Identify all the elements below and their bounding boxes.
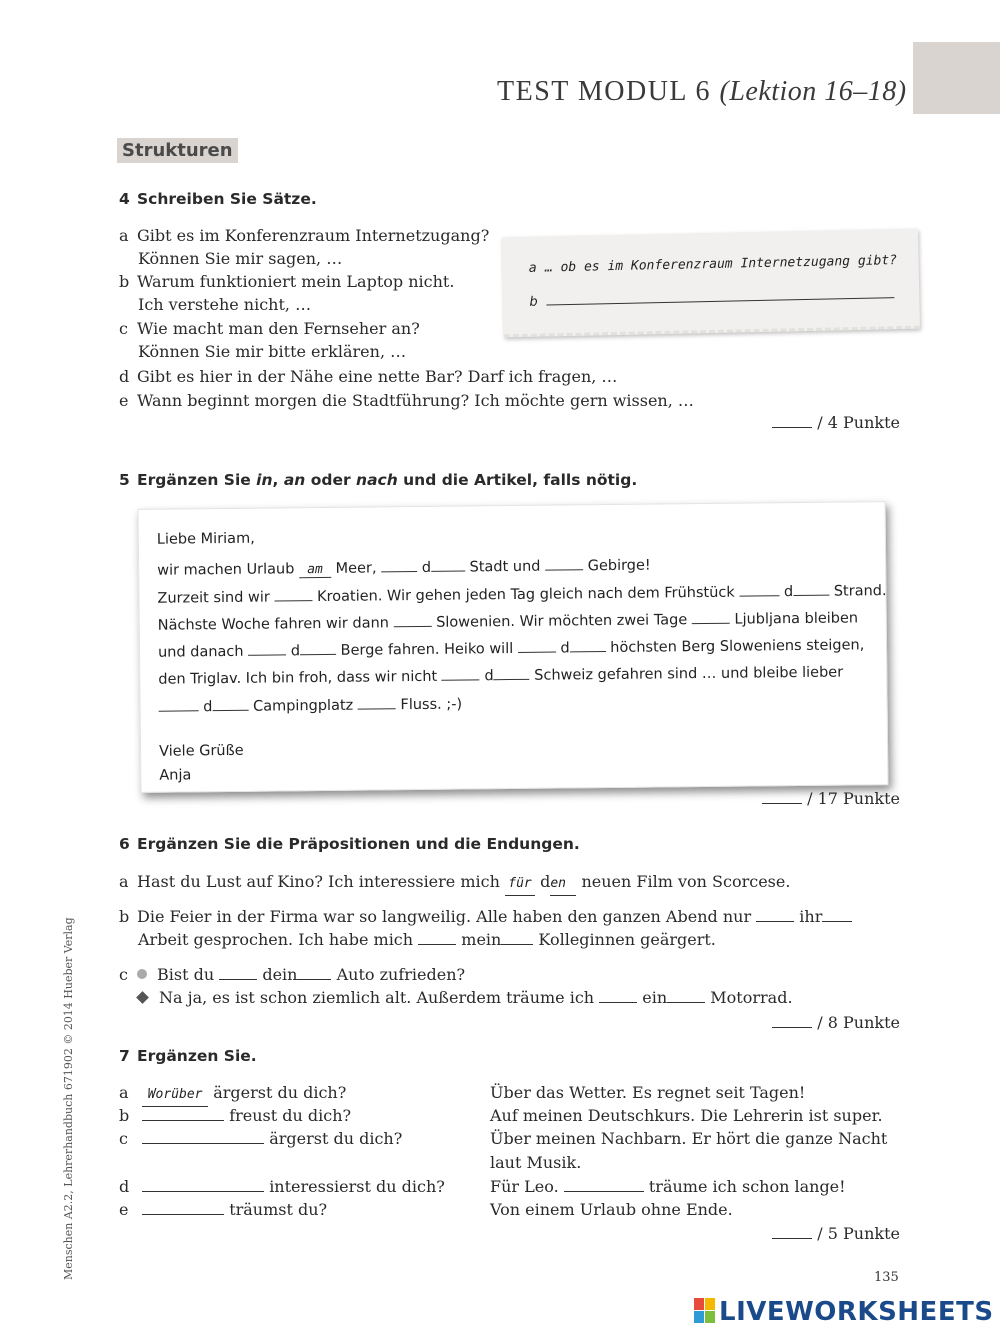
ex6-item-c-line2: Na ja, es ist schon ziemlich alt. Außerdem träume ich ein Motorrad. (119, 987, 793, 1009)
speaker-b-icon (136, 991, 149, 1004)
ex4-item-e: e Wann beginnt morgen die Stadtführung? Ich möchte gern wissen, … (119, 391, 694, 410)
letter-signature: Anja (159, 767, 192, 784)
ex7-answer-c: Über meinen Nachbarn. Er hört die ganze Nacht (490, 1129, 888, 1148)
speaker-a-icon (137, 969, 147, 979)
ex7-input-d2[interactable] (564, 1176, 644, 1192)
exercise-7-heading: 7 Ergänzen Sie. (119, 1047, 257, 1065)
ex7-input-c[interactable] (142, 1128, 264, 1144)
points-input[interactable] (762, 788, 802, 804)
ex6-item-a: a Hast du Lust auf Kino? Ich interessiere mich für den neuen Film von Scorcese. (119, 871, 790, 896)
ex7-row-e: e träumst du? (119, 1200, 328, 1219)
ex4-item-c-line2: Können Sie mir bitte erklären, … (138, 342, 407, 361)
letter-line-3: Nächste Woche fahren wir dann Slowenien. Wir möchten zwei Tage Ljubljana bleiben (158, 606, 859, 633)
answer-input-b[interactable] (546, 282, 894, 305)
ex4-item-a-line2: Können Sie mir sagen, … (138, 249, 343, 268)
letter-line-6: d Campingplatz Fluss. ;-) (158, 693, 462, 716)
answer-card (502, 229, 920, 338)
ex4-item-a: a Gibt es im Konferenzraum Internetzugang? (119, 226, 490, 245)
ex7-row-c: c ärgerst du dich? (119, 1129, 403, 1148)
letter-line-2: Zurzeit sind wir Kroatien. Wir gehen jeden Tag gleich nach dem Frühstück d Strand. (157, 579, 886, 607)
points-input[interactable] (772, 412, 812, 428)
ex7-answer-d: Für Leo. träume ich schon lange! (490, 1177, 846, 1196)
page-title: TEST MODUL 6 (Lektion 16–18) (497, 76, 907, 107)
letter-box (138, 501, 889, 793)
exercise-6-heading: 6 Ergänzen Sie die Präpositionen und die Endungen. (119, 835, 580, 853)
ex7-answer-c-line2: laut Musik. (490, 1153, 582, 1172)
ex4-item-d: d Gibt es hier in der Nähe eine nette Bar? Darf ich fragen, … (119, 367, 618, 386)
ex6-item-c: c Bist du dein Auto zufrieden? (119, 965, 466, 984)
ex7-input-b[interactable] (142, 1105, 224, 1121)
ex7-row-a: a Worüber ärgerst du dich? (119, 1082, 346, 1107)
points-input[interactable] (772, 1223, 812, 1239)
letter-line-5: den Triglav. Ich bin froh, dass wir nicht d Schweiz gefahren sind … und bleibe lieber (158, 664, 844, 688)
ex7-input-d[interactable] (142, 1176, 264, 1192)
ex6-item-b-line2: Arbeit gesprochen. Ich habe mich mein Kolleginnen geärgert. (138, 930, 716, 949)
ex7-input-e[interactable] (142, 1199, 224, 1215)
liveworksheets-logo[interactable]: LIVEWORKSHEETS (694, 1297, 994, 1327)
answer-row-a: a … ob es im Konferenzraum Internetzugang gibt? (528, 253, 898, 276)
letter-line-4: und danach d Berge fahren. Heiko will d höchsten Berg Sloweniens steigen, (157, 637, 865, 661)
liveworksheets-icon (694, 1298, 716, 1324)
corner-tab (913, 42, 1000, 114)
ex7-row-b: b freust du dich? (119, 1106, 352, 1125)
ex7-answer-b: Auf meinen Deutschkurs. Die Lehrerin ist super. (490, 1106, 883, 1125)
ex7-answer-a: Über das Wetter. Es regnet seit Tagen! (490, 1083, 806, 1102)
points-input[interactable] (772, 1012, 812, 1028)
answer-row-b: b (529, 282, 894, 310)
ex5-points: / 17 Punkte (740, 788, 900, 808)
copyright-credit: Menschen A2.2, Lehrerhandbuch 671902 © 2014 Hueber Verlag (62, 917, 75, 1280)
ex6-item-b: b Die Feier in der Firma war so langweilig. Alle haben den ganzen Abend nur ihr (119, 906, 852, 928)
ex7-answer-e: Von einem Urlaub ohne Ende. (490, 1200, 733, 1219)
exercise-4-heading: 4 Schreiben Sie Sätze. (119, 190, 317, 208)
ex6-points: / 8 Punkte (740, 1012, 900, 1032)
exercise-5-heading: 5 Ergänzen Sie in, an oder nach und die Artikel, falls nötig. (119, 471, 638, 489)
ex4-item-c: c Wie macht man den Fernseher an? (119, 319, 420, 338)
ex4-item-b: b Warum funktioniert mein Laptop nicht. (119, 272, 455, 291)
page-number: 135 (874, 1270, 899, 1285)
ex4-points: / 4 Punkte (740, 412, 900, 432)
ex7-points: / 5 Punkte (740, 1223, 900, 1243)
ex7-row-d: d interessierst du dich? (119, 1177, 445, 1196)
section-label: Strukturen (117, 138, 238, 163)
ex4-item-b-line2: Ich verstehe nicht, … (138, 295, 312, 314)
letter-closing: Viele Grüße (158, 742, 244, 760)
letter-line-1: wir machen Urlaub am Meer, d Stadt und Gebirge! (157, 554, 651, 580)
letter-greeting: Liebe Miriam, (156, 530, 255, 548)
